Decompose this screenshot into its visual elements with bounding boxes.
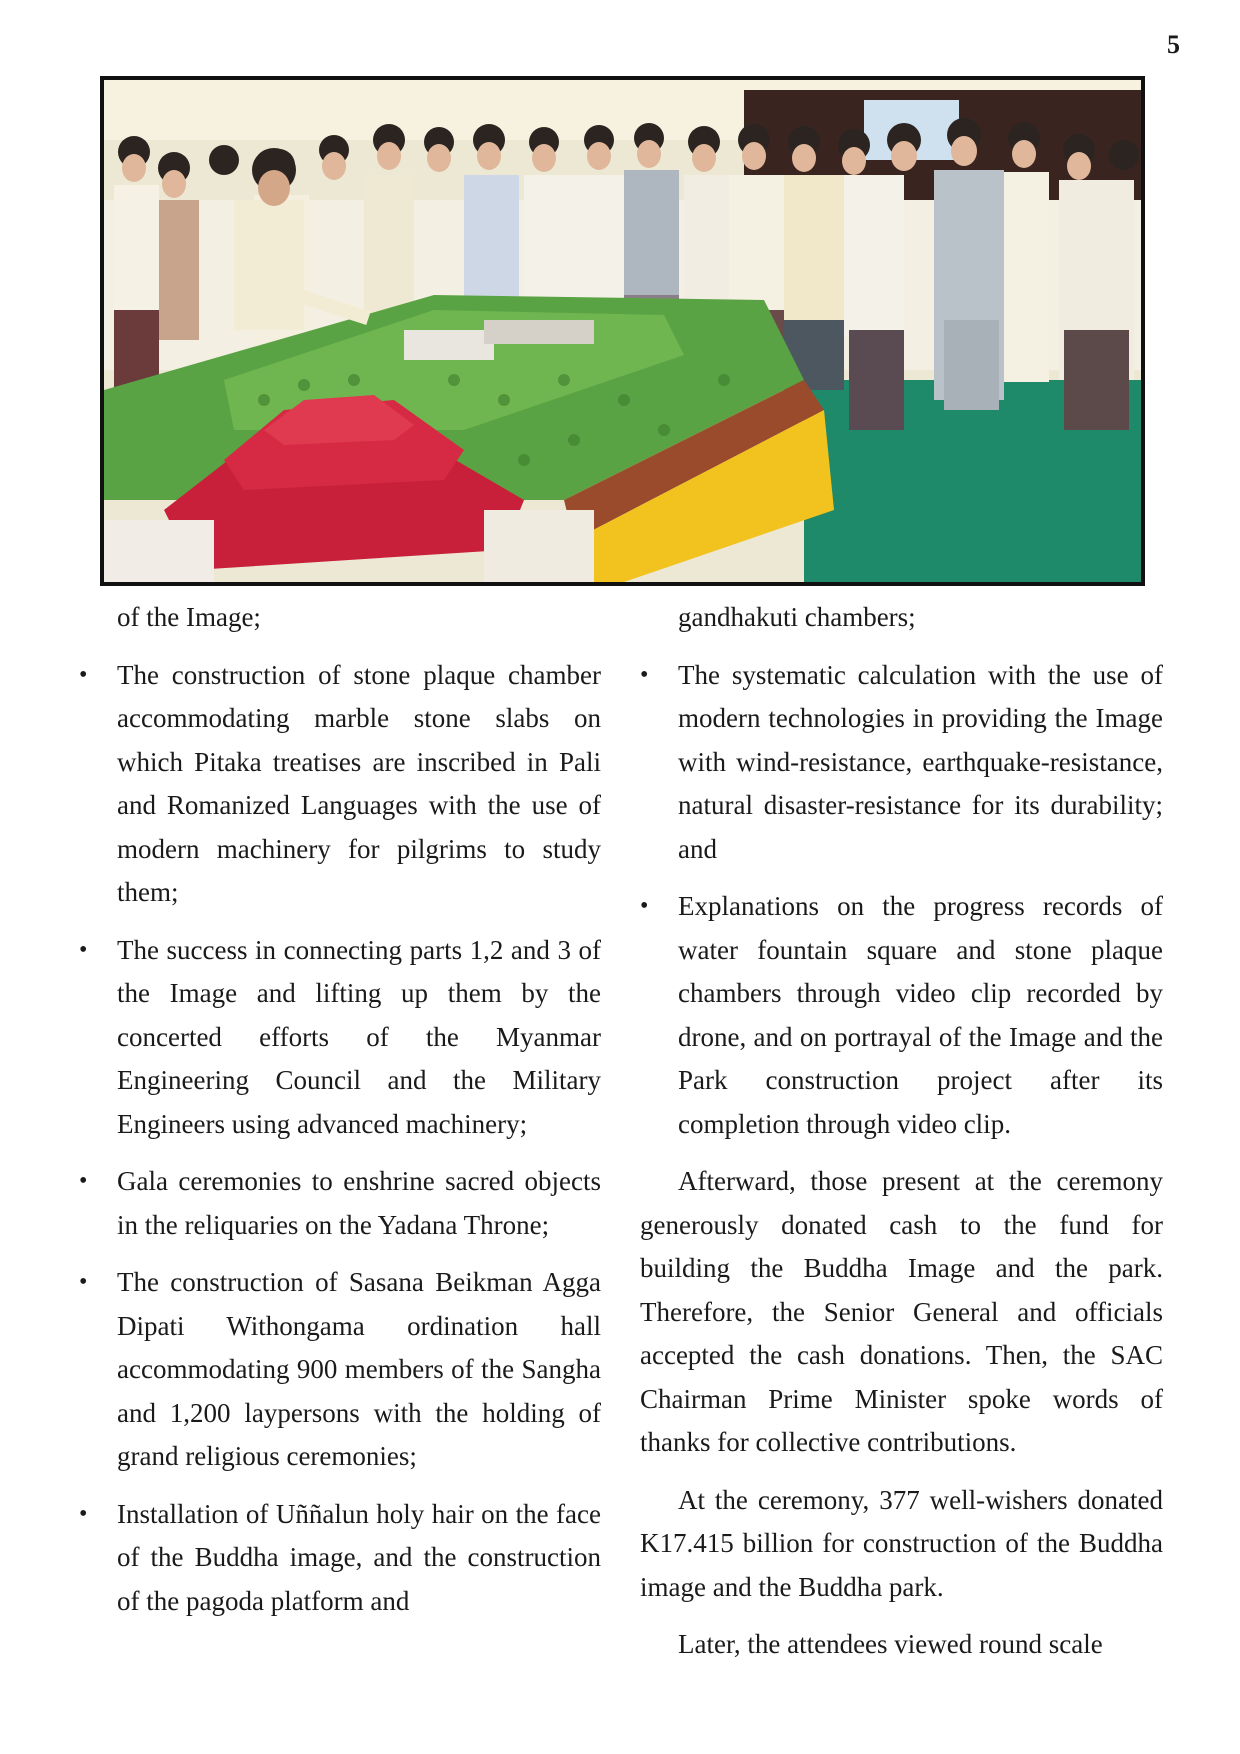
right-continuation-text: gandhakuti chambers; <box>678 602 916 632</box>
list-item: • Explanations on the progress records of water fountain square and stone plaque chambers through video clip recorded by drone, and on portrayal of the Image and the Park construction project after its completion through video clip. <box>678 885 1163 1146</box>
list-item: • Installation of Uññalun holy hair on the face of the Buddha image, and the construction of the pagoda platform and <box>117 1493 601 1624</box>
list-item: • The success in connecting parts 1,2 and 3 of the Image and lifting up them by the concerted efforts of the Myanmar Engineering Council and the Military Engineers using advanced machinery; <box>117 929 601 1147</box>
left-bullet-list <box>117 654 601 1624</box>
body-paragraph: At the ceremony, 377 well-wishers donated K17.415 billion for construction of the Buddha image and the Buddha park. <box>640 1484 1163 1602</box>
right-bullet-list <box>640 654 1163 1147</box>
list-item: • The systematic calculation with the use of modern technologies in providing the Image with wind-resistance, earthquake-resistance, natural disaster-resistance for its durability; and <box>678 654 1163 872</box>
photo-ceremony-model-viewing <box>100 76 1145 586</box>
photo-illustration <box>104 80 1141 582</box>
right-column <box>640 596 1163 1667</box>
list-item: • Gala ceremonies to enshrine sacred objects in the reliquaries on the Yadana Throne; <box>117 1160 601 1247</box>
left-column <box>117 596 601 1623</box>
list-item: • The construction of Sasana Beikman Agga Dipati Withongama ordination hall accommodating 900 members of the Sangha and 1,200 laypersons with the holding of grand religious ceremonies; <box>117 1261 601 1479</box>
page-number: 5 <box>1167 30 1180 59</box>
list-item: • The construction of stone plaque chamber accommodating marble stone slabs on which Pitaka treatises are inscribed in Pali and Romanized Languages with the use of modern machinery for pilgrims to study them; <box>117 654 601 915</box>
body-paragraph: Later, the attendees viewed round scale <box>678 1629 1103 1659</box>
left-continuation-text: of the Image; <box>117 602 261 632</box>
body-paragraph: Afterward, those present at the ceremony generously donated cash to the fund for building the Buddha Image and the park. Therefore, the Senior General and officials accepted the cash donations. Then, the SAC Chairman Prime Minister spoke words of thanks for collective contributions. <box>640 1166 1163 1457</box>
